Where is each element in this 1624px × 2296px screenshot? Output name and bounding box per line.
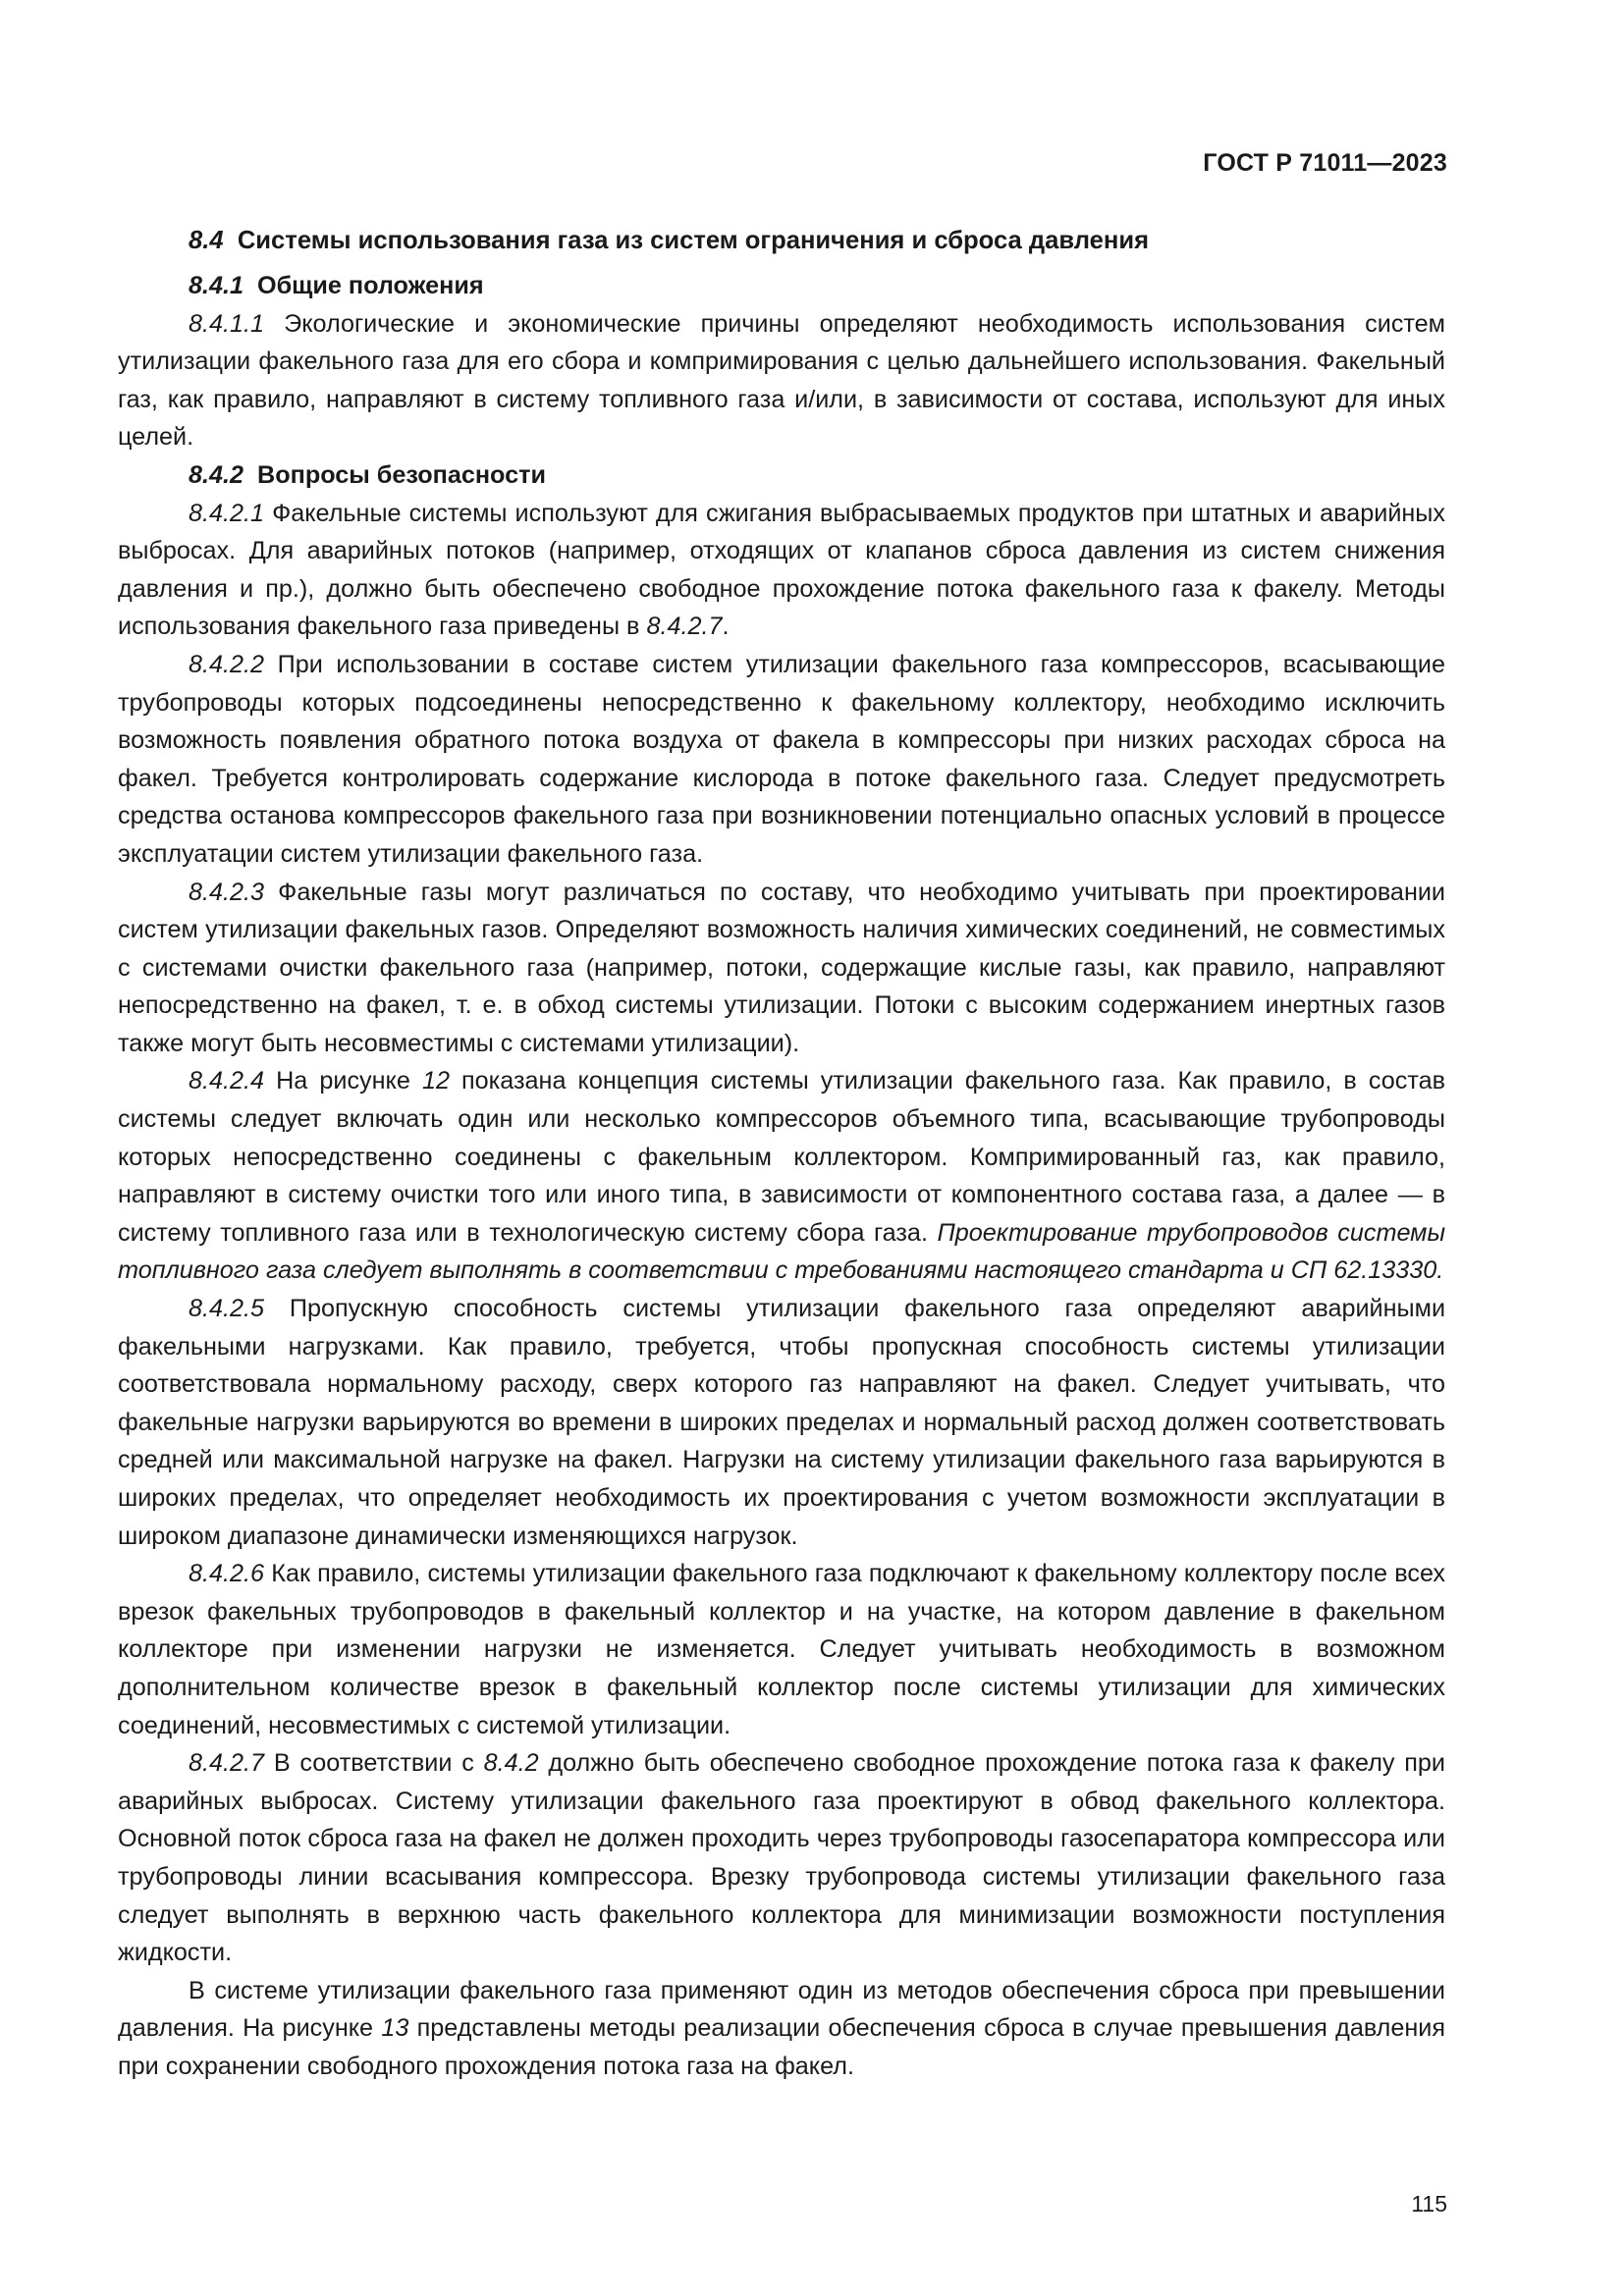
paragraph-8-4-2-5 — [118, 1290, 1445, 1555]
paragraph-number: 8.4.1.1 — [189, 309, 265, 338]
paragraph-text-continued: должно быть обеспечено свободное прохождение потока газа к факелу при аварийных выбросах. Систему утилизации факельного газа проектируют в обвод факельного коллектора. Основной поток сброса газа на факел не должен проходить через трубопроводы газосепаратора компрессора или трубопроводы линии всасывания компрессора. Врезку трубопровода системы утилизации факельного газа следует выполнять в верхнюю часть факельного коллектора для минимизации возможности поступления жидкости. — [118, 1749, 1445, 1967]
paragraph-text-continued: показана концепция системы утилизации факельного газа. Как правило, в состав системы следует включать один или несколько компрессоров объемного типа, всасывающие трубопроводы которых непосредственно соединены с факельным коллектором. Компримированный газ, как правило, направляют в систему очистки того или иного типа, в зависимости от компонентного состава газа, а далее — в систему топливного газа или в технологическую систему сбора газа. — [118, 1067, 1446, 1247]
paragraph-8-4-2-2 — [118, 646, 1445, 874]
italic-note: Проектирование трубопроводов системы топливного газа следует выполнять в соответствии с требованиями настоящего стандарта и СП 62.13330. — [118, 1218, 1445, 1285]
figure-reference: 13 — [381, 2014, 409, 2043]
section-number: 8.4 — [189, 227, 224, 254]
paragraph-8-4-2-6 — [118, 1555, 1445, 1744]
page-number: 115 — [1411, 2191, 1447, 2216]
paragraph-8-4-2-1 — [118, 495, 1445, 646]
section-heading-8-4-1 — [118, 267, 1445, 305]
paragraph-text: Факельные газы могут различаться по составу, что необходимо учитывать при проектировании систем утилизации факельных газов. Определяют возможность наличия химических соединений, не совместимых с системами очистки факельного газа (например, потоки, содержащие кислые газы, как правило, направляют непосредственно на факел, т. е. в обход системы утилизации. Потоки с высоким содержанием инертных газов также могут быть несовместимы с системами утилизации). — [118, 878, 1445, 1057]
paragraph-8-4-1-1 — [118, 305, 1445, 456]
paragraph-text: Экологические и экономические причины определяют необходимость использования систем утилизации факельного газа для его сбора и компримирования с целью дальнейшего использования. Факельный газ, как правило, направляют в систему топливного газа и/или, в зависимости от состава, используют для иных целей. — [118, 309, 1445, 452]
paragraph-number: 8.4.2.3 — [189, 878, 265, 906]
paragraph-text: Факельные системы используют для сжигания выбрасываемых продуктов при штатных и аварийных выбросах. Для аварийных потоков (например, отходящих от клапанов сброса давления из систем снижения давления и пр.), должно быть обеспечено свободное прохождение потока факельного газа к факелу. Методы использования факельного газа приведены в — [118, 499, 1446, 641]
paragraph-8-4-2-3 — [118, 874, 1445, 1063]
paragraph-text: В системе утилизации факельного газа применяют один из методов обеспечения сброса при превышении давления. На рисунке — [118, 1976, 1445, 2043]
paragraph-number: 8.4.2.7 — [189, 1749, 265, 1778]
paragraph-text: В соответствии с — [273, 1749, 484, 1778]
paragraph-number: 8.4.2.1 — [189, 499, 265, 527]
section-title: Общие положения — [257, 272, 484, 299]
paragraph-text-continued: представлены методы реализации обеспечения сброса в случае превышения давления при сохранении свободного прохождения потока газа на факел. — [118, 2014, 1445, 2080]
section-title: Вопросы безопасности — [257, 460, 546, 489]
paragraph-text: Пропускную способность системы утилизации факельного газа определяют аварийными факельными нагрузками. Как правило, требуется, чтобы пропускная способность системы утилизации соответствовала нормальному расходу, сверх которого газ направляют на факел. Следует учитывать, что факельные нагрузки варьируются во времени в широких пределах и нормальный расход должен соответствовать средней или максимальной нагрузке на факел. Нагрузки на систему утилизации факельного газа варьируются в широких пределах, что определяет необходимость их проектирования с учетом возможности эксплуатации в широком диапазоне динамически изменяющихся нагрузок. — [118, 1295, 1446, 1550]
paragraph-text: На рисунке — [276, 1067, 422, 1095]
paragraph-number: 8.4.2.6 — [189, 1560, 265, 1588]
paragraph-8-4-2-7 — [118, 1744, 1445, 1972]
figure-reference: 12 — [421, 1067, 450, 1095]
cross-reference: 8.4.2 — [483, 1749, 539, 1778]
document-body — [118, 222, 1445, 2086]
paragraph-8-4-2-4 — [118, 1062, 1445, 1290]
paragraph-number: 8.4.2.5 — [189, 1295, 265, 1323]
section-number: 8.4.2 — [189, 460, 244, 489]
section-heading-8-4 — [118, 222, 1445, 259]
paragraph-text-tail: . — [722, 613, 730, 641]
paragraph-number: 8.4.2.4 — [189, 1067, 265, 1095]
paragraph-number: 8.4.2.2 — [189, 650, 265, 678]
section-number: 8.4.1 — [189, 272, 244, 299]
paragraph-text: Как правило, системы утилизации факельного газа подключают к факельному коллектору после всех врезок факельных трубопроводов в факельный коллектор и на участке, на котором давление в факельном коллекторе при изменении нагрузки не изменяется. Следует учитывать необходимость в возможном дополнительном количестве врезок в факельный коллектор после системы утилизации для химических соединений, несовместимых с системой утилизации. — [118, 1560, 1446, 1739]
document-code: ГОСТ Р 71011—2023 — [1203, 149, 1447, 177]
paragraph-text: При использовании в составе систем утилизации факельного газа компрессоров, всасывающие трубопроводы которых подсоединены непосредственно к факельному коллектору, необходимо исключить возможность появления обратного потока воздуха от факела в компрессоры при низких расходах сброса на факел. Требуется контролировать содержание кислорода в потоке факельного газа. Следует предусмотреть средства останова компрессоров факельного газа при возникновении потенциально опасных условий в процессе эксплуатации систем утилизации факельного газа. — [118, 650, 1445, 868]
section-heading-8-4-2 — [118, 456, 1445, 495]
cross-reference: 8.4.2.7 — [646, 613, 723, 641]
paragraph-final — [118, 1972, 1445, 2086]
section-title: Системы использования газа из систем ограничения и сброса давления — [237, 227, 1150, 254]
